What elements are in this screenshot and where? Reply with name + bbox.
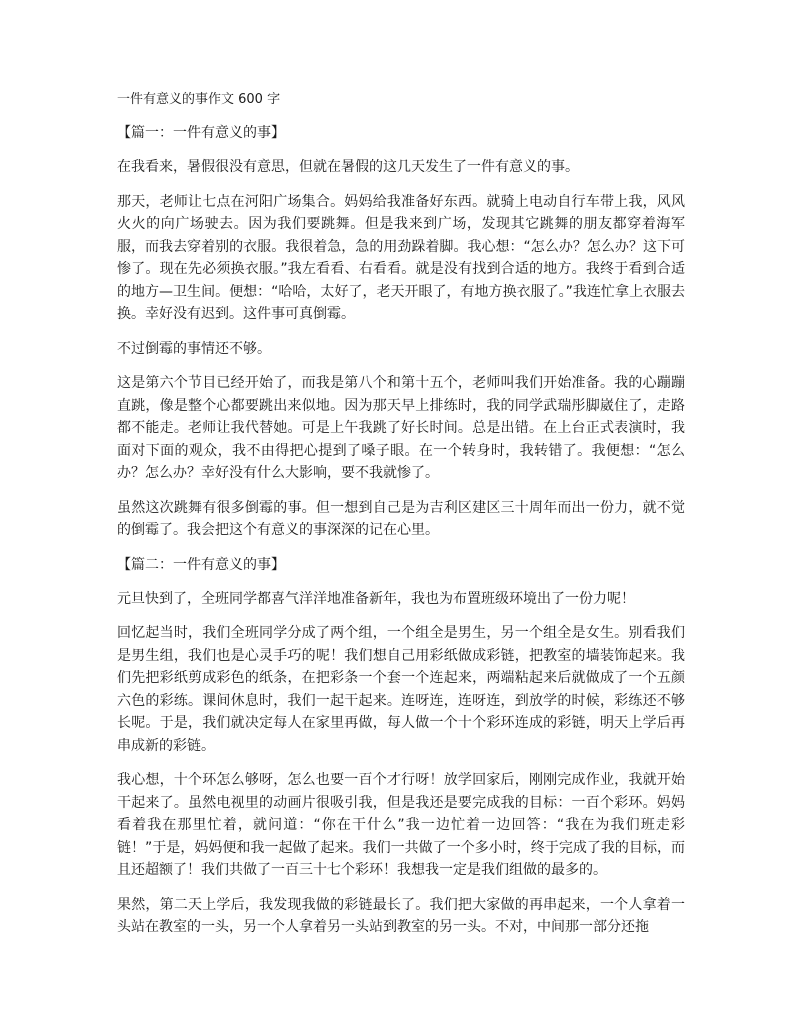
paragraph: 那天，老师让七点在河阳广场集合。妈妈给我准备好东西。就骑上电动自行车带上我，风风火火的向广场驶去。因为我们要跳舞。但是我来到广场，发现其它跳舞的朋友都穿着海军服，而我去穿着别的衣服。我很着急，急的用劲跺着脚。我心想：“怎么办？怎么办？这下可惨了。现在先必须换衣服。”我左看看、右看看。就是没有找到合适的地方。我终于看到合适的地方—卫生间。便想：“哈哈，太好了，老天开眼了，有地方换衣服了。”我连忙拿上衣服去换。幸好没有迟到。这件事可真倒霉。	[117, 193, 685, 322]
section-1	[117, 122, 685, 542]
document-title: 一件有意义的事作文 600 字	[117, 92, 281, 107]
paragraph: 果然，第二天上学后，我发现我做的彩链最长了。我们把大家做的再串起来，一个人拿着一头站在教室的一头，另一个人拿着另一头站到教室的另一头。不对，中间那一部分还拖	[117, 896, 685, 935]
paragraph: 这是第六个节目已经开始了，而我是第八个和第十五个，老师叫我们开始准备。我的心蹦蹦直跳，像是整个心都要跳出来似地。因为那天早上排练时，我的同学武瑞彤脚崴住了，走路都不能走。老师让我代替她。可是上午我跳了好长时间。总是出错。在上台正式表演时，我面对下面的观众，我不由得把心提到了嗓子眼。在一个转身时，我转错了。我便想：“怎么办？怎么办？幸好没有什么大影响，要不我就惨了。	[117, 375, 685, 481]
paragraph: 不过倒霉的事情还不够。	[117, 340, 271, 357]
section-heading: 【篇一：一件有意义的事】	[117, 125, 285, 141]
section-heading: 【篇二：一件有意义的事】	[117, 556, 285, 573]
document-page	[117, 90, 685, 951]
paragraph: 我心想，十个环怎么够呀，怎么也要一百个才行呀！放学回家后，刚刚完成作业，我就开始干起来了。虽然电视里的动画片很吸引我，但是我还是要完成我的目标：一百个彩环。妈妈看着我在那里忙着，就问道：“你在干什么”我一边忙着一边回答：“我在为我们班走彩链！”于是，妈妈便和我一起做了起来。我们一共做了一个多小时，终于完成了我的目标，而且还超额了！我们共做了一百三十七个彩环！我想我一定是我们组做的最多的。	[117, 772, 685, 878]
paragraph: 在我看来，暑假很没有意思，但就在暑假的这几天发生了一件有意义的事。	[117, 159, 579, 175]
paragraph: 回忆起当时，我们全班同学分成了两个组，一个组全是男生，另一个组全是女生。别看我们是男生组，我们也是心灵手巧的呢！我们想自己用彩纸做成彩链，把教室的墙装饰起来。我们先把彩纸剪成彩色的纸条，在把彩条一个套一个连起来，两端粘起来后就做成了一个五颜六色的彩练。课间休息时，我们一起干起来。连呀连，连呀连，到放学的时候，彩练还不够长呢。于是，我们就决定每人在家里再做，每人做一个十个彩环连成的彩链，明天上学后再串成新的彩链。	[117, 625, 685, 754]
paragraph: 元旦快到了，全班同学都喜气洋洋地准备新年，我也为布置班级环境出了一份力呢！	[117, 590, 635, 607]
section-2	[117, 554, 685, 939]
paragraph: 虽然这次跳舞有很多倒霉的事。但一想到自己是为吉利区建区三十周年而出一份力，就不觉的倒霉了。我会把这个有意义的事深深的记在心里。	[117, 499, 685, 538]
